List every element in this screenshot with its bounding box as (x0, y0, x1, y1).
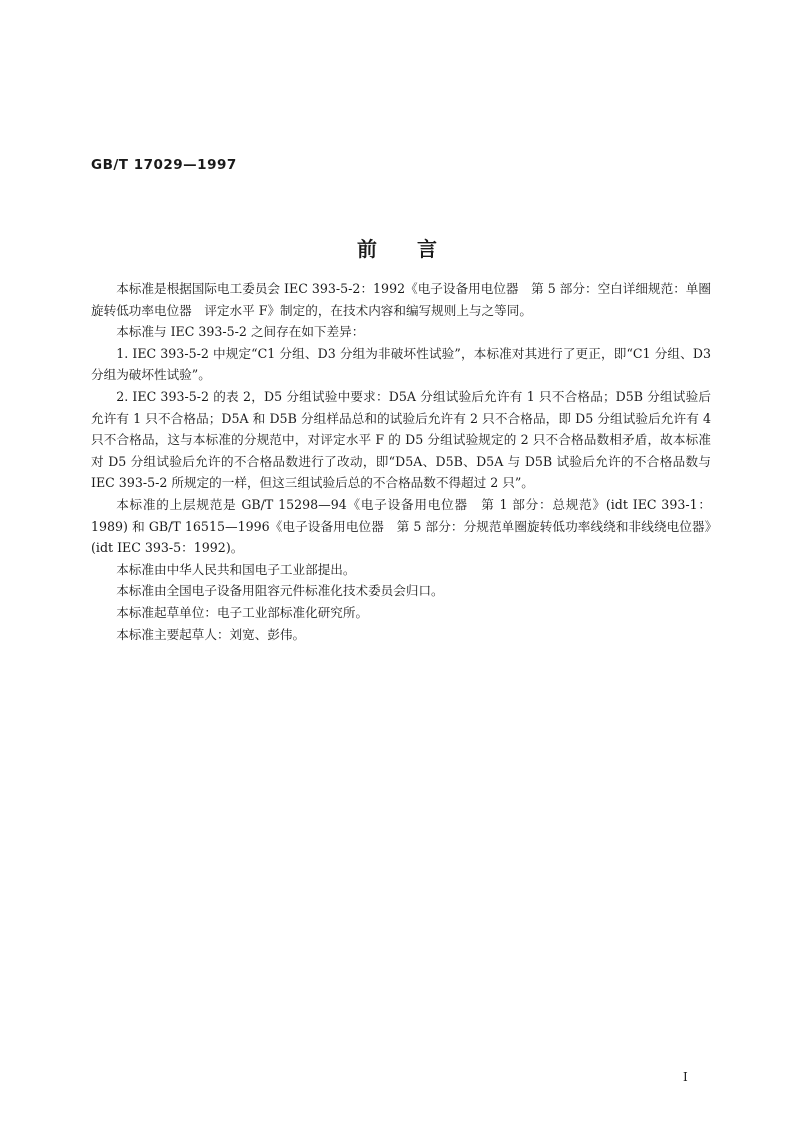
paragraph-difference-1: 1. IEC 393-5-2 中规定“C1 分组、D3 分组为非破坏性试验”，本标准对其进行了更正，即“C1 分组、D3 分组为破坏性试验”。 (91, 345, 711, 383)
paragraph-upper-specs: 本标准的上层规范是 GB/T 15298—94《电子设备用电位器 第 1 部分：总规范》(idt IEC 393-1：1989) 和 GB/T 16515—1996《电子设备用电位器 第 5 部分：分规范单圈旋转低功率线绕和非线绕电位器》(idt IEC 393-5：1992)。 (91, 496, 711, 556)
page-number: I (683, 1070, 688, 1084)
paragraph-basis: 本标准是根据国际电工委员会 IEC 393-5-2：1992《电子设备用电位器 第 5 部分：空白详细规范：单圈旋转低功率电位器 评定水平 F》制定的，在技术内容和编写规则上与之等同。 (91, 281, 711, 318)
preface-body (91, 278, 711, 645)
page-title: 前言 (357, 237, 477, 261)
paragraph-difference-2: 2. IEC 393-5-2 的表 2，D5 分组试验中要求：D5A 分组试验后允许有 1 只不合格品；D5B 分组试验后允许有 1 只不合格品；D5A 和 D5B 分组样品总和的试验后允许有 2 只不合格品，即 D5 分组试验后允许有 4 只不合格品，这与本标准的分规范中，对评定水平 F 的 D5 分组试验规定的 2 只不合格品数相矛盾，故本标准对 D5 分组试验后允许的不合格品数进行了改动，即“D5A、D5B、D5A 与 D5B 试验后允许的不合格品数与 IEC 393-5-2 所规定的一样，但这三组试验后总的不合格品数不得超过 2 只”。 (91, 388, 711, 491)
paragraph-administered-by: 本标准由全国电子设备用阻容元件标准化技术委员会归口。 (116, 583, 444, 599)
paragraph-proposed-by: 本标准由中华人民共和国电子工业部提出。 (116, 561, 356, 577)
standard-code: GB/T 17029—1997 (91, 157, 237, 173)
paragraph-differences-intro: 本标准与 IEC 393-5-2 之间存在如下差异： (116, 324, 365, 340)
paragraph-drafting-unit: 本标准起草单位：电子工业部标准化研究所。 (116, 604, 369, 620)
paragraph-drafters: 本标准主要起草人：刘宽、彭伟。 (116, 626, 306, 642)
